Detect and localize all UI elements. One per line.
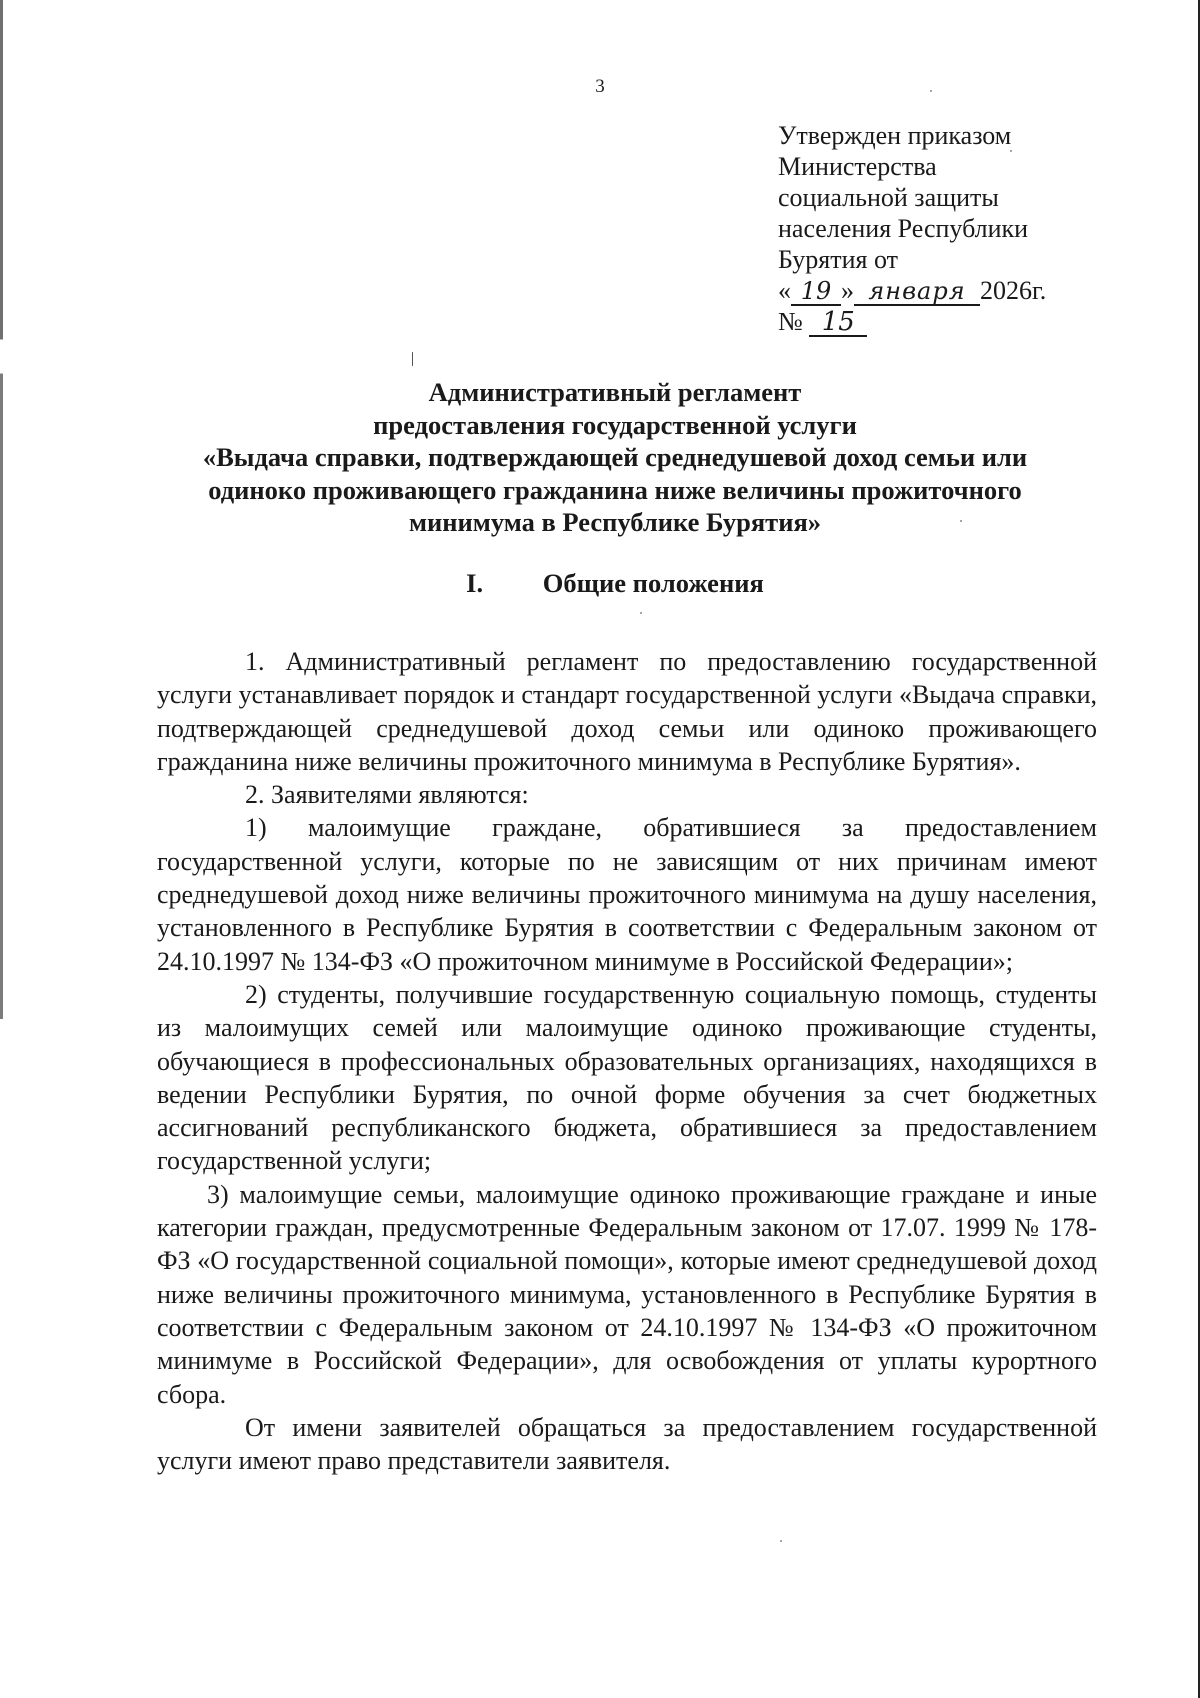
scan-speck <box>780 1540 782 1542</box>
number-label: № <box>778 307 803 336</box>
approval-stamp-block <box>778 120 1108 337</box>
title-line: минимума в Республике Бурятия» <box>408 507 822 537</box>
section-number: I. <box>466 568 484 598</box>
document-body <box>157 645 1097 1477</box>
scan-speck <box>930 90 932 92</box>
approval-line: Министерства <box>778 152 937 181</box>
handwritten-number: 15 <box>809 309 867 337</box>
scan-left-edge <box>0 0 3 1698</box>
paragraph: 2. Заявителями являются: <box>245 780 529 810</box>
paragraph: От имени заявителей обращаться за предоставлением государственной услуги имеют право представители заявителя. <box>157 1412 1097 1476</box>
date-open-quote: « <box>778 276 791 305</box>
paragraph: 2) студенты, получившие государственную социальную помощь, студенты из малоимущих семей или малоимущие одиноко проживающие студенты, обучающиеся в профессиональных образовательных организациях, находящихся в ведении Республики Бурятия, по очной форме обучения за счет бюджетных ассигнований республиканского бюджета, обратившиеся за предоставлением государственной услуги; <box>157 979 1097 1176</box>
title-line: предоставления государственной услуги <box>373 409 857 440</box>
approval-date-line <box>778 275 1108 306</box>
paragraph: 3) малоимущие семьи, малоимущие одиноко проживающие граждане и иные категории граждан, предусмотренные Федеральным законом от 17.07. 1999 № 178-ФЗ «О государственной социальной помощи», которые имеют среднедушевой доход ниже величины прожиточного минимума, установленного в Республике Бурятия в соответствии с Федеральным законом от 24.10.1997 № 134-ФЗ «О прожиточном минимуме в Российской Федерации», для освобождения от уплаты курортного сбора. <box>157 1179 1097 1409</box>
title-line: одиноко проживающего гражданина ниже величины прожиточного <box>208 474 1022 505</box>
document-title <box>150 376 1080 539</box>
title-line: «Выдача справки, подтверждающей среднедушевой доход семьи или <box>202 442 1028 472</box>
approval-line: Бурятия от <box>778 245 898 274</box>
page-number: 3 <box>595 76 605 97</box>
section-title: Общие положения <box>542 568 764 598</box>
handwritten-day: 19 <box>791 278 841 306</box>
approval-line: социальной защиты <box>778 183 999 212</box>
handwritten-month: января <box>854 278 980 306</box>
title-line: Административный регламент <box>428 377 802 407</box>
date-close-quote: » <box>841 276 854 305</box>
section-heading <box>150 568 1080 599</box>
paragraph: 1. Административный регламент по предоставлению государственной услуги устанавливает порядок и стандарт государственной услуги «Выдача справки, подтверждающей среднедушевой доход семьи или одиноко проживающего гражданина ниже величины прожиточного минимума в Республике Бурятия». <box>157 647 1097 776</box>
scan-speck <box>412 352 413 366</box>
scan-speck <box>640 612 642 614</box>
approval-line: населения Республики <box>778 214 1029 243</box>
date-year: 2026г. <box>980 276 1047 305</box>
paragraph: 1) малоимущие граждане, обратившиеся за предоставлением государственной услуги, которые по не зависящим от них причинам имеют среднедушевой доход ниже величины прожиточного минимума на душу населения, установленного в Республике Бурятия в соответствии с Федеральным законом от 24.10.1997 № 134-ФЗ «О прожиточном минимуме в Российской Федерации»; <box>157 813 1097 976</box>
approval-number-line <box>778 306 1108 337</box>
approval-line: Утвержден приказом <box>778 121 1012 150</box>
